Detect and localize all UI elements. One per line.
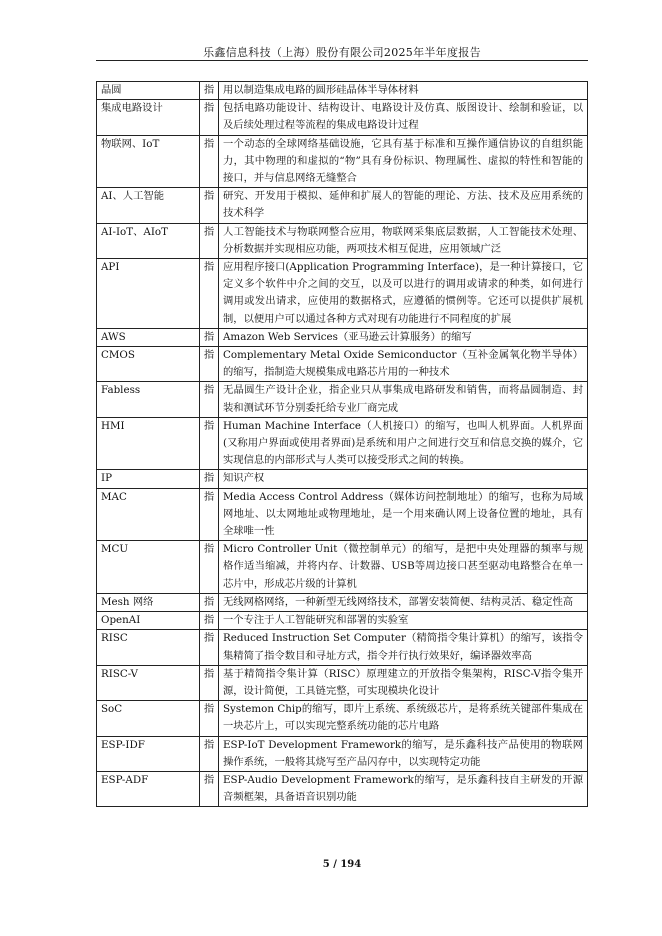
page-header-title: 乐鑫信息科技（上海）股份有限公司2025年半年度报告 — [203, 46, 481, 59]
term-cell: RISC-V — [97, 665, 200, 700]
definition-cell: Micro Controller Unit（微控制单元）的缩写，是把中央处理器的频率与规格作适当缩减，并将内存、计数器、USB等周边接口甚至驱动电路整合在单一芯片中，形成芯片级的计算机 — [219, 541, 588, 594]
term-cell: CMOS — [97, 347, 200, 382]
table-row — [97, 612, 588, 630]
definition-cell: ESP-IoT Development Framework的缩写，是乐鑫科技产品使用的物联网操作系统，一般将其烧写至产品闪存中，以实现特定功能 — [219, 736, 588, 771]
term-cell: HMI — [97, 417, 200, 470]
term-cell: API — [97, 259, 200, 329]
table-row — [97, 188, 588, 223]
refers-to-cell: 指 — [200, 135, 219, 188]
term-cell: 集成电路设计 — [97, 100, 200, 135]
term-cell: 物联网、IoT — [97, 135, 200, 188]
definition-cell: 人工智能技术与物联网整合应用，物联网采集底层数据，人工智能技术处理、分析数据并实现相应功能，两项技术相互促进，应用领域广泛 — [219, 223, 588, 258]
table-row — [97, 665, 588, 700]
refers-to-cell: 指 — [200, 488, 219, 541]
glossary-table-container — [96, 81, 588, 807]
definition-cell: 包括电路功能设计、结构设计、电路设计及仿真、版图设计、绘制和验证，以及后续处理过程等流程的集成电路设计过程 — [219, 100, 588, 135]
definition-cell: 无线网格网络，一种新型无线网络技术，部署安装简便、结构灵活、稳定性高 — [219, 593, 588, 611]
term-cell: Fabless — [97, 382, 200, 417]
term-cell: OpenAI — [97, 612, 200, 630]
definition-cell: 研究、开发用于模拟、延伸和扩展人的智能的理论、方法、技术及应用系统的技术科学 — [219, 188, 588, 223]
definition-cell: Systemon Chip的缩写，即片上系统、系统级芯片，是将系统关键部件集成在一块芯片上，可以实现完整系统功能的芯片电路 — [219, 701, 588, 736]
definition-cell: 用以制造集成电路的圆形硅晶体半导体材料 — [219, 82, 588, 100]
definition-cell: Amazon Web Services（亚马逊云计算服务）的缩写 — [219, 328, 588, 346]
refers-to-cell: 指 — [200, 417, 219, 470]
term-cell: Mesh 网络 — [97, 593, 200, 611]
table-row — [97, 382, 588, 417]
refers-to-cell: 指 — [200, 347, 219, 382]
refers-to-cell: 指 — [200, 470, 219, 488]
refers-to-cell: 指 — [200, 593, 219, 611]
definition-cell: 应用程序接口(Application Programming Interface)，是一种计算接口，它定义多个软件中介之间的交互，以及可以进行的调用或请求的种类，如何进行调用或发出请求，应使用的数据格式，应遵循的惯例等。它还可以提供扩展机制，以便用户可以通过各种方式对现有功能进行不同程度的扩展 — [219, 259, 588, 329]
term-cell: SoC — [97, 701, 200, 736]
definition-cell: Complementary Metal Oxide Semiconductor（互补金属氧化物半导体）的缩写，指制造大规模集成电路芯片用的一种技术 — [219, 347, 588, 382]
term-cell: AI-IoT、AIoT — [97, 223, 200, 258]
definition-cell: Human Machine Interface（人机接口）的缩写，也叫人机界面。人机界面(又称用户界面或使用者界面)是系统和用户之间进行交互和信息交换的媒介，它实现信息的内部形式与人类可以接受形式之间的转换。 — [219, 417, 588, 470]
term-cell: MAC — [97, 488, 200, 541]
table-row — [97, 135, 588, 188]
term-cell: RISC — [97, 630, 200, 665]
refers-to-cell: 指 — [200, 612, 219, 630]
definition-cell: Media Access Control Address（媒体访问控制地址）的缩写，也称为局域网地址、以太网地址或物理地址，是一个用来确认网上设备位置的地址，具有全球唯一性 — [219, 488, 588, 541]
term-cell: ESP-IDF — [97, 736, 200, 771]
table-row — [97, 417, 588, 470]
table-row — [97, 259, 588, 329]
table-row — [97, 771, 588, 806]
term-cell: IP — [97, 470, 200, 488]
table-row — [97, 736, 588, 771]
table-row — [97, 328, 588, 346]
table-row — [97, 470, 588, 488]
refers-to-cell: 指 — [200, 771, 219, 806]
definition-cell: 基于精简指令集计算（RISC）原理建立的开放指令集架构，RISC-V指令集开源，设计简便，工具链完整，可实现模块化设计 — [219, 665, 588, 700]
definition-cell: ESP-Audio Development Framework的缩写，是乐鑫科技自主研发的开源音频框架，具备语音识别功能 — [219, 771, 588, 806]
table-row — [97, 541, 588, 594]
definition-cell: 一个动态的全球网络基础设施，它具有基于标准和互操作通信协议的自组织能力，其中物理的和虚拟的“物”具有身份标识、物理属性、虚拟的特性和智能的接口，并与信息网络无缝整合 — [219, 135, 588, 188]
table-row — [97, 701, 588, 736]
glossary-table — [96, 81, 588, 807]
refers-to-cell: 指 — [200, 701, 219, 736]
header-rule — [96, 60, 588, 61]
refers-to-cell: 指 — [200, 259, 219, 329]
term-cell: ESP-ADF — [97, 771, 200, 806]
table-row — [97, 488, 588, 541]
refers-to-cell: 指 — [200, 736, 219, 771]
refers-to-cell: 指 — [200, 223, 219, 258]
table-row — [97, 82, 588, 100]
refers-to-cell: 指 — [200, 665, 219, 700]
term-cell: AI、人工智能 — [97, 188, 200, 223]
term-cell: AWS — [97, 328, 200, 346]
glossary-table-body — [97, 82, 588, 807]
definition-cell: 知识产权 — [219, 470, 588, 488]
definition-cell: 无晶圆生产设计企业，指企业只从事集成电路研发和销售，而将晶圆制造、封装和测试环节分别委托给专业厂商完成 — [219, 382, 588, 417]
refers-to-cell: 指 — [200, 328, 219, 346]
refers-to-cell: 指 — [200, 630, 219, 665]
refers-to-cell: 指 — [200, 100, 219, 135]
table-row — [97, 630, 588, 665]
table-row — [97, 223, 588, 258]
definition-cell: Reduced Instruction Set Computer（精简指令集计算机）的缩写，该指令集精简了指令数目和寻址方式，指令并行执行效果好，编译器效率高 — [219, 630, 588, 665]
table-row — [97, 100, 588, 135]
refers-to-cell: 指 — [200, 188, 219, 223]
page-number: 5 / 194 — [322, 859, 362, 870]
table-row — [97, 347, 588, 382]
refers-to-cell: 指 — [200, 382, 219, 417]
table-row — [97, 593, 588, 611]
refers-to-cell: 指 — [200, 541, 219, 594]
definition-cell: 一个专注于人工智能研究和部署的实验室 — [219, 612, 588, 630]
term-cell: 晶圆 — [97, 82, 200, 100]
refers-to-cell: 指 — [200, 82, 219, 100]
term-cell: MCU — [97, 541, 200, 594]
